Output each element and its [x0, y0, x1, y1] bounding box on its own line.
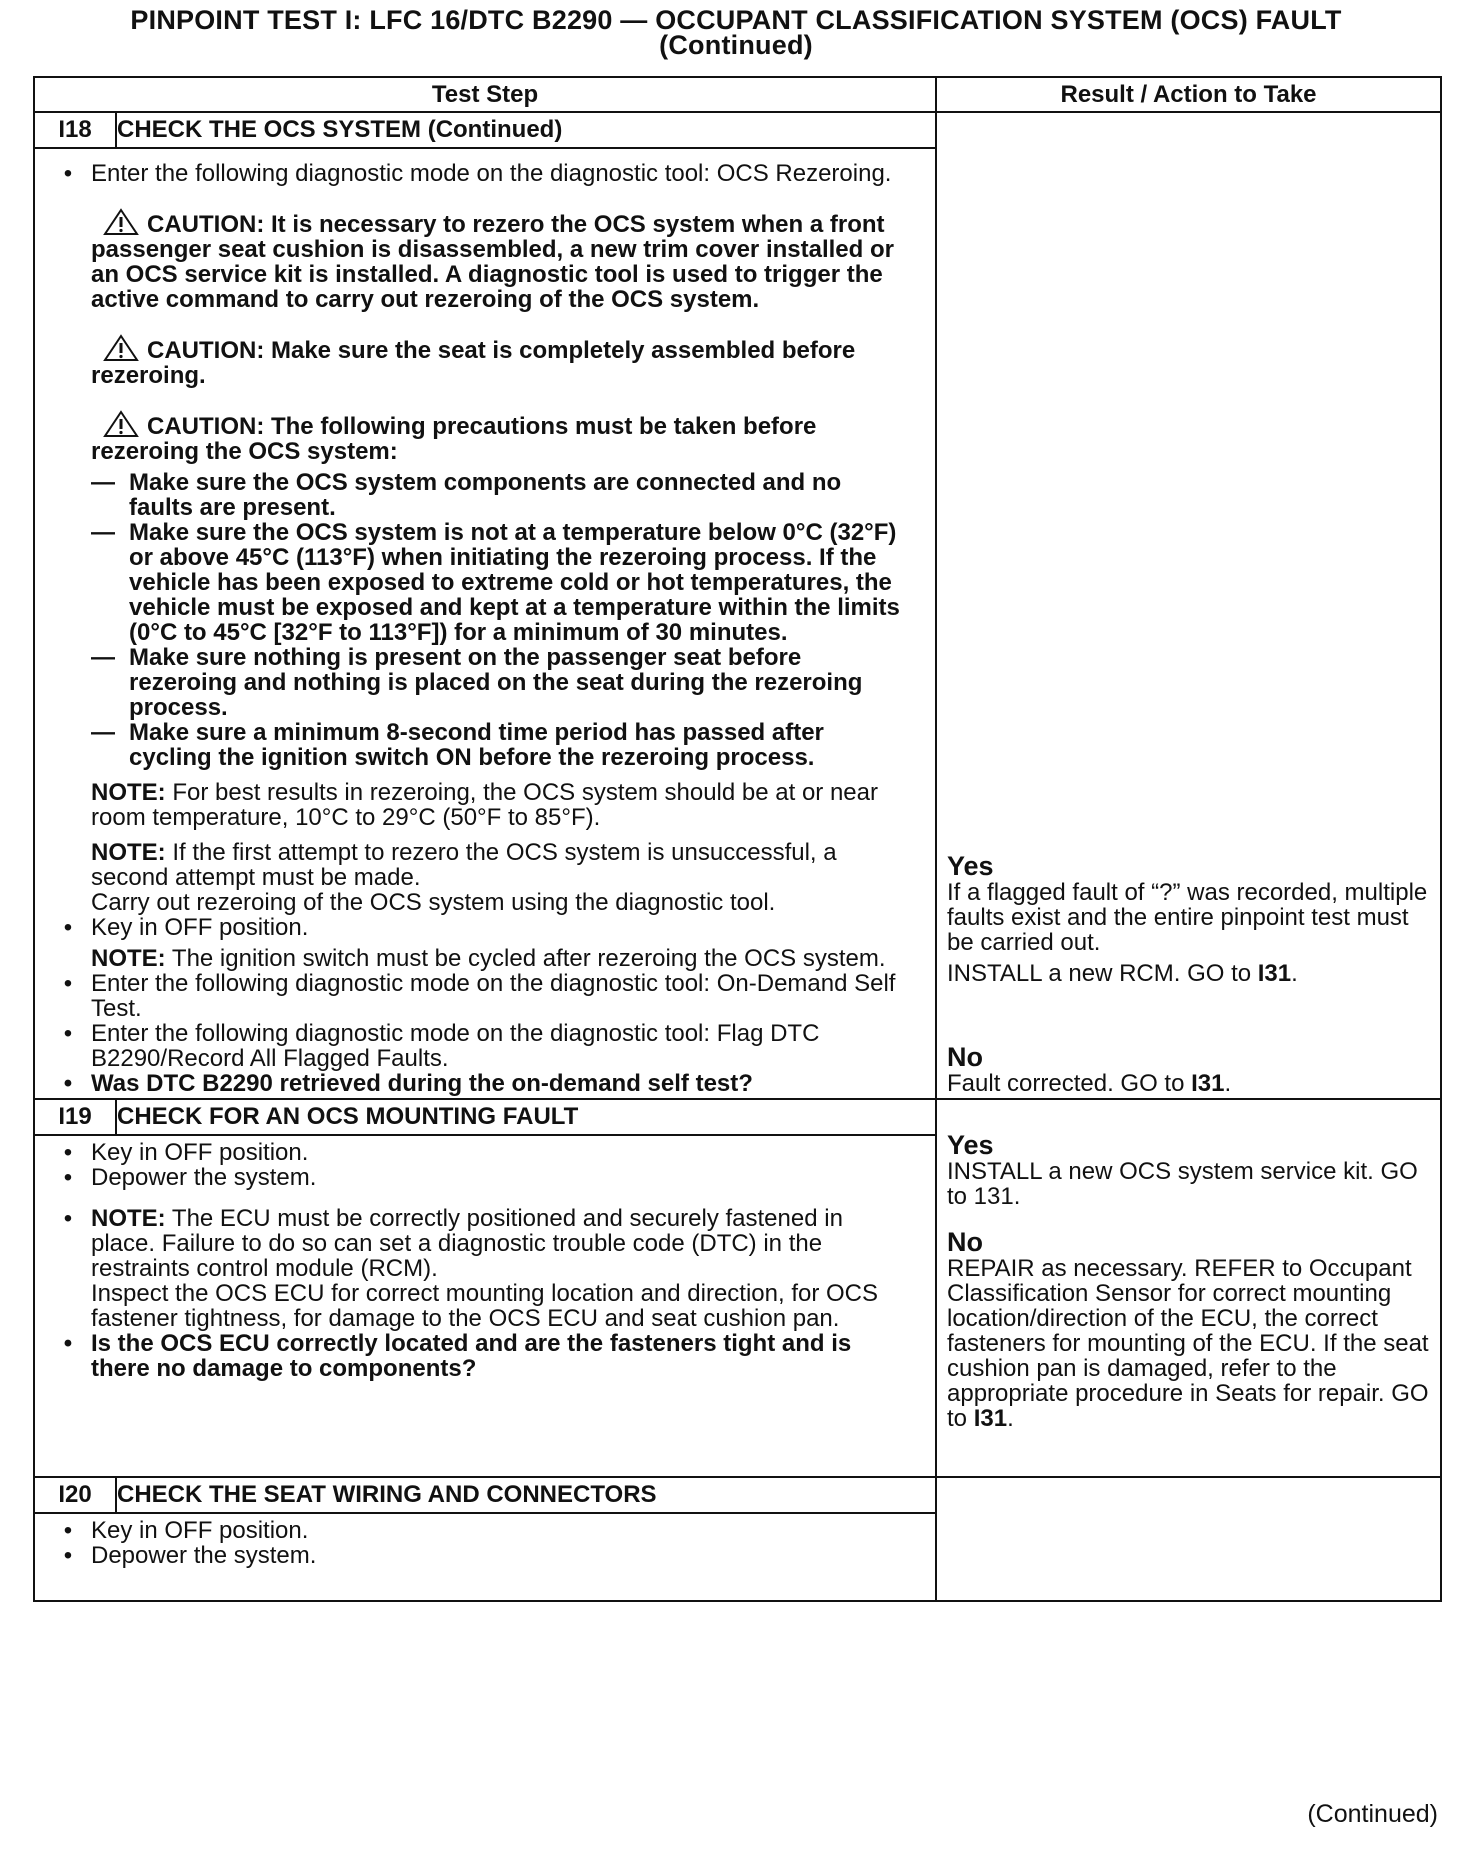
continued-footer: (Continued) — [1307, 1800, 1438, 1828]
result-cell-i18 — [936, 112, 1441, 1099]
step-number-i20: I20 — [34, 1477, 116, 1513]
list-item: • Enter the following diagnostic mode on the diagnostic tool: On-Demand Self Test. — [63, 970, 896, 1022]
warning-triangle-icon — [103, 334, 139, 362]
step-title-i19: CHECK FOR AN OCS MOUNTING FAULT — [116, 1099, 936, 1135]
yes-action: INSTALL a new OCS system service kit. GO to 131. — [947, 1158, 1418, 1210]
list-item: • Enter the following diagnostic mode on the diagnostic tool: Flag DTC B2290/Record All Flagged Faults. — [63, 1020, 820, 1072]
step-body-i20 — [34, 1513, 936, 1601]
list-item: • Key in OFF position. — [63, 1139, 309, 1166]
yes-label: Yes — [947, 851, 994, 881]
caution-note: CAUTION: The following precautions must be taken before rezeroing the OCS system: — [45, 410, 905, 464]
no-label: No — [947, 1227, 983, 1257]
yes-text: If a flagged fault of “?” was recorded, multiple faults exist and the entire pinpoint test must be carried out. — [947, 879, 1428, 956]
warning-triangle-icon — [103, 410, 139, 438]
page-title-line2: (Continued) — [659, 30, 813, 60]
step-body-i19 — [34, 1135, 936, 1477]
pinpoint-test-table — [33, 76, 1442, 1602]
list-item: • Key in OFF position. — [63, 914, 309, 941]
step-title-i20: CHECK THE SEAT WIRING AND CONNECTORS — [116, 1477, 936, 1513]
step-question: • Was DTC B2290 retrieved during the on-demand self test? — [63, 1070, 753, 1097]
note: NOTE: The ignition switch must be cycled after rezeroing the OCS system. — [91, 945, 886, 972]
list-item: • Depower the system. — [63, 1164, 317, 1191]
note: NOTE: For best results in rezeroing, the OCS system should be at or near room temperature, 10°C to 29°C (50°F to 85°F). — [91, 779, 878, 831]
list-item: • Key in OFF position. — [63, 1517, 309, 1544]
list-item: • Depower the system. — [63, 1542, 317, 1569]
no-action: REPAIR as necessary. REFER to Occupant Classification Sensor for correct mounting location/direction of the ECU, the correct fasteners for mounting of the ECU. If the seat cushion pan is damaged, refer to the appropriate procedure in Seats for repair. GO to I31. — [947, 1255, 1429, 1432]
result-cell-i20 — [936, 1477, 1441, 1601]
step-question: • Is the OCS ECU correctly located and are the fasteners tight and is there no damage to components? — [63, 1330, 852, 1382]
list-item: — Make sure a minimum 8-second time period has passed after cycling the ignition switch ON before the rezeroing process. — [91, 719, 824, 771]
caution-note: CAUTION: It is necessary to rezero the OCS system when a front passenger seat cushion is disassembled, a new trim cover installed or an OCS service kit is installed. A diagnostic tool is used to trigger the active command to carry out rezeroing of the OCS system. — [45, 208, 905, 312]
yes-action: INSTALL a new RCM. GO to I31. — [947, 960, 1298, 987]
step-body-i18 — [34, 148, 936, 1099]
instruction-text: Inspect the OCS ECU for correct mounting location and direction, for OCS fastener tightness, for damage to the OCS ECU and seat cushion pan. — [91, 1280, 879, 1332]
list-item: • NOTE: The ECU must be correctly positioned and securely fastened in place. Failure to do so can set a diagnostic trouble code (DTC) in the restraints control module (RCM). — [63, 1205, 843, 1282]
yes-label: Yes — [947, 1130, 994, 1160]
column-header-result: Result / Action to Take — [936, 77, 1441, 112]
step-number-i18: I18 — [34, 112, 116, 148]
list-item: • Enter the following diagnostic mode on the diagnostic tool: OCS Rezeroing. — [63, 160, 892, 187]
note: NOTE: If the first attempt to rezero the OCS system is unsuccessful, a second attempt must be made. — [91, 839, 837, 891]
column-header-test-step: Test Step — [34, 77, 936, 112]
no-action: Fault corrected. GO to I31. — [947, 1070, 1232, 1097]
instruction-text: Carry out rezeroing of the OCS system using the diagnostic tool. — [91, 889, 776, 916]
page-title — [30, 5, 1442, 60]
no-label: No — [947, 1042, 983, 1072]
list-item: — Make sure nothing is present on the passenger seat before rezeroing and nothing is placed on the seat during the rezeroing process. — [91, 644, 863, 721]
step-number-i19: I19 — [34, 1099, 116, 1135]
list-item: — Make sure the OCS system is not at a temperature below 0°C (32°F) or above 45°C (113°F) when initiating the rezeroing process. If the vehicle has been exposed to extreme cold or hot temperatures, the vehicle must be exposed and kept at a temperature within the limits (0°C to 45°C [32°F to 113°F]) for a minimum of 30 minutes. — [91, 519, 900, 646]
caution-note: CAUTION: Make sure the seat is completely assembled before rezeroing. — [45, 334, 905, 388]
result-cell-i19 — [936, 1099, 1441, 1477]
warning-triangle-icon — [103, 208, 139, 236]
step-title-i18: CHECK THE OCS SYSTEM (Continued) — [116, 112, 936, 148]
list-item: — Make sure the OCS system components are connected and no faults are present. — [91, 469, 842, 521]
page-title-line1: PINPOINT TEST I: LFC 16/DTC B2290 — OCCUPANT CLASSIFICATION SYSTEM (OCS) FAULT — [130, 5, 1342, 35]
